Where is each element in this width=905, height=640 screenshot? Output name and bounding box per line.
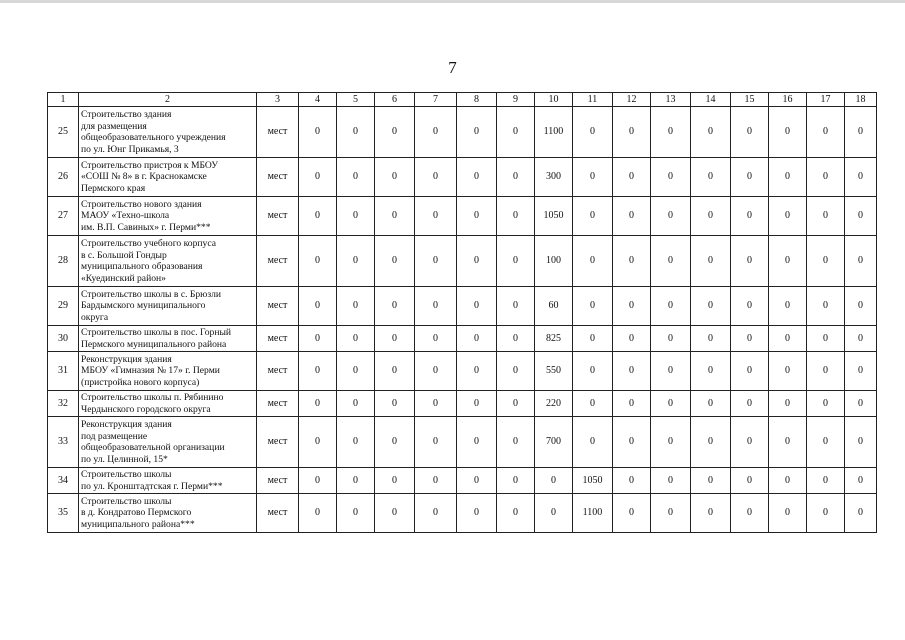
- value-cell: 0: [415, 107, 457, 158]
- object-name: Строительство пристроя к МБОУ «СОШ № 8» в г. Краснокамске Пермского края: [79, 158, 257, 197]
- value-cell: 0: [691, 326, 731, 352]
- value-cell: 0: [731, 391, 769, 417]
- table-row: [48, 287, 877, 326]
- value-cell: 0: [415, 494, 457, 533]
- value-cell: 700: [535, 417, 573, 468]
- value-cell: 0: [497, 197, 535, 236]
- column-header: 4: [299, 93, 337, 107]
- value-cell: 0: [457, 197, 497, 236]
- value-cell: 0: [845, 468, 877, 494]
- value-cell: 0: [497, 236, 535, 287]
- value-cell: 0: [573, 158, 613, 197]
- value-cell: 0: [337, 158, 375, 197]
- table-row: [48, 352, 877, 391]
- value-cell: 220: [535, 391, 573, 417]
- unit-cell: мест: [257, 391, 299, 417]
- object-name: Реконструкция здания МБОУ «Гимназия № 17» г. Перми (пристройка нового корпуса): [79, 352, 257, 391]
- value-cell: 0: [691, 352, 731, 391]
- table-row: [48, 107, 877, 158]
- table-row: [48, 326, 877, 352]
- value-cell: 0: [457, 494, 497, 533]
- value-cell: 0: [497, 391, 535, 417]
- value-cell: 0: [731, 468, 769, 494]
- value-cell: 1050: [535, 197, 573, 236]
- row-number: 26: [48, 158, 79, 197]
- value-cell: 0: [415, 236, 457, 287]
- value-cell: 0: [731, 158, 769, 197]
- value-cell: 0: [337, 391, 375, 417]
- value-cell: 0: [299, 352, 337, 391]
- value-cell: 0: [731, 236, 769, 287]
- value-cell: 0: [375, 391, 415, 417]
- value-cell: 0: [337, 236, 375, 287]
- value-cell: 0: [845, 107, 877, 158]
- value-cell: 0: [769, 417, 807, 468]
- value-cell: 0: [769, 236, 807, 287]
- table-row: [48, 391, 877, 417]
- value-cell: 0: [299, 107, 337, 158]
- value-cell: 0: [457, 417, 497, 468]
- value-cell: 0: [769, 468, 807, 494]
- value-cell: 0: [651, 287, 691, 326]
- value-cell: 0: [375, 417, 415, 468]
- page-top-edge: [0, 0, 905, 3]
- value-cell: 0: [375, 197, 415, 236]
- value-cell: 0: [573, 326, 613, 352]
- value-cell: 300: [535, 158, 573, 197]
- value-cell: 0: [299, 236, 337, 287]
- value-cell: 0: [337, 494, 375, 533]
- column-header: 7: [415, 93, 457, 107]
- column-header: 3: [257, 93, 299, 107]
- table-body: [48, 93, 877, 533]
- value-cell: 0: [651, 352, 691, 391]
- value-cell: 0: [651, 158, 691, 197]
- value-cell: 0: [731, 287, 769, 326]
- value-cell: 0: [535, 494, 573, 533]
- value-cell: 0: [457, 236, 497, 287]
- value-cell: 0: [845, 326, 877, 352]
- value-cell: 0: [457, 107, 497, 158]
- value-cell: 0: [415, 391, 457, 417]
- unit-cell: мест: [257, 107, 299, 158]
- value-cell: 0: [691, 287, 731, 326]
- value-cell: 0: [691, 236, 731, 287]
- value-cell: 0: [613, 468, 651, 494]
- table-row: [48, 197, 877, 236]
- value-cell: 0: [497, 287, 535, 326]
- value-cell: 0: [845, 158, 877, 197]
- value-cell: 0: [337, 326, 375, 352]
- value-cell: 0: [573, 391, 613, 417]
- table-row: [48, 468, 877, 494]
- value-cell: 0: [613, 417, 651, 468]
- value-cell: 0: [731, 494, 769, 533]
- value-cell: 0: [731, 197, 769, 236]
- value-cell: 0: [769, 352, 807, 391]
- value-cell: 0: [807, 391, 845, 417]
- value-cell: 0: [807, 158, 845, 197]
- object-name: Строительство здания для размещения общеобразовательного учреждения по ул. Юнг Прикамья, 3: [79, 107, 257, 158]
- value-cell: 0: [573, 352, 613, 391]
- row-number: 25: [48, 107, 79, 158]
- column-header: 6: [375, 93, 415, 107]
- value-cell: 0: [731, 107, 769, 158]
- value-cell: 0: [613, 107, 651, 158]
- value-cell: 0: [375, 468, 415, 494]
- value-cell: 550: [535, 352, 573, 391]
- row-number: 34: [48, 468, 79, 494]
- value-cell: 0: [375, 287, 415, 326]
- value-cell: 1050: [573, 468, 613, 494]
- row-number: 33: [48, 417, 79, 468]
- value-cell: 0: [375, 352, 415, 391]
- column-header: 10: [535, 93, 573, 107]
- column-header: 13: [651, 93, 691, 107]
- unit-cell: мест: [257, 158, 299, 197]
- value-cell: 0: [299, 391, 337, 417]
- column-header: 15: [731, 93, 769, 107]
- value-cell: 825: [535, 326, 573, 352]
- value-cell: 0: [415, 468, 457, 494]
- value-cell: 0: [651, 107, 691, 158]
- value-cell: 0: [375, 236, 415, 287]
- value-cell: 0: [651, 468, 691, 494]
- column-header: 5: [337, 93, 375, 107]
- value-cell: 0: [613, 352, 651, 391]
- value-cell: 0: [691, 417, 731, 468]
- unit-cell: мест: [257, 197, 299, 236]
- unit-cell: мест: [257, 468, 299, 494]
- value-cell: 0: [337, 107, 375, 158]
- value-cell: 100: [535, 236, 573, 287]
- value-cell: 0: [769, 494, 807, 533]
- value-cell: 0: [807, 494, 845, 533]
- object-name: Строительство нового здания МАОУ «Техно-школа им. В.П. Савиных» г. Перми***: [79, 197, 257, 236]
- value-cell: 1100: [535, 107, 573, 158]
- table-row: [48, 417, 877, 468]
- value-cell: 0: [613, 391, 651, 417]
- value-cell: 0: [651, 236, 691, 287]
- value-cell: 0: [375, 326, 415, 352]
- value-cell: 0: [807, 417, 845, 468]
- value-cell: 0: [497, 107, 535, 158]
- column-header: 1: [48, 93, 79, 107]
- value-cell: 0: [415, 326, 457, 352]
- object-name: Строительство школы п. Рябинино Чердынского городского округа: [79, 391, 257, 417]
- column-header: 14: [691, 93, 731, 107]
- value-cell: 0: [299, 494, 337, 533]
- value-cell: 0: [457, 326, 497, 352]
- value-cell: 0: [691, 494, 731, 533]
- unit-cell: мест: [257, 287, 299, 326]
- value-cell: 0: [807, 326, 845, 352]
- value-cell: 0: [573, 417, 613, 468]
- value-cell: 0: [691, 107, 731, 158]
- value-cell: 0: [769, 287, 807, 326]
- column-header: 12: [613, 93, 651, 107]
- unit-cell: мест: [257, 494, 299, 533]
- value-cell: 0: [497, 494, 535, 533]
- value-cell: 0: [457, 468, 497, 494]
- value-cell: 0: [457, 352, 497, 391]
- unit-cell: мест: [257, 417, 299, 468]
- value-cell: 0: [337, 287, 375, 326]
- value-cell: 0: [415, 287, 457, 326]
- object-name: Строительство учебного корпуса в с. Большой Гондыр муниципального образования «Куединский район»: [79, 236, 257, 287]
- value-cell: 0: [573, 236, 613, 287]
- table-row: [48, 494, 877, 533]
- unit-cell: мест: [257, 352, 299, 391]
- value-cell: 0: [415, 197, 457, 236]
- value-cell: 0: [845, 352, 877, 391]
- value-cell: 0: [415, 417, 457, 468]
- value-cell: 0: [807, 107, 845, 158]
- value-cell: 0: [337, 197, 375, 236]
- value-cell: 0: [497, 468, 535, 494]
- value-cell: 0: [613, 197, 651, 236]
- value-cell: 0: [613, 326, 651, 352]
- value-cell: 0: [375, 107, 415, 158]
- value-cell: 0: [651, 494, 691, 533]
- column-header: 16: [769, 93, 807, 107]
- row-number: 29: [48, 287, 79, 326]
- value-cell: 0: [691, 468, 731, 494]
- header-row: [48, 93, 877, 107]
- value-cell: 0: [573, 197, 613, 236]
- row-number: 32: [48, 391, 79, 417]
- column-header: 11: [573, 93, 613, 107]
- value-cell: 0: [807, 236, 845, 287]
- value-cell: 60: [535, 287, 573, 326]
- value-cell: 0: [299, 326, 337, 352]
- table-row: [48, 158, 877, 197]
- column-header: 8: [457, 93, 497, 107]
- value-cell: 0: [807, 468, 845, 494]
- column-header: 18: [845, 93, 877, 107]
- object-name: Строительство школы по ул. Кронштадтская г. Перми***: [79, 468, 257, 494]
- value-cell: 0: [299, 197, 337, 236]
- value-cell: 0: [769, 391, 807, 417]
- value-cell: 0: [845, 391, 877, 417]
- object-name: Реконструкция здания под размещение общеобразовательной организации по ул. Целинной, 15*: [79, 417, 257, 468]
- value-cell: 0: [375, 158, 415, 197]
- value-cell: 0: [731, 326, 769, 352]
- value-cell: 0: [691, 391, 731, 417]
- value-cell: 0: [769, 158, 807, 197]
- value-cell: 0: [613, 287, 651, 326]
- column-header: 9: [497, 93, 535, 107]
- table-row: [48, 236, 877, 287]
- value-cell: 0: [497, 326, 535, 352]
- column-header: 2: [79, 93, 257, 107]
- value-cell: 0: [613, 494, 651, 533]
- value-cell: 0: [535, 468, 573, 494]
- value-cell: 0: [807, 197, 845, 236]
- value-cell: 0: [769, 326, 807, 352]
- value-cell: 0: [337, 468, 375, 494]
- value-cell: 0: [845, 417, 877, 468]
- value-cell: 0: [299, 417, 337, 468]
- unit-cell: мест: [257, 326, 299, 352]
- value-cell: 0: [807, 287, 845, 326]
- value-cell: 0: [731, 352, 769, 391]
- value-cell: 0: [497, 417, 535, 468]
- value-cell: 0: [845, 287, 877, 326]
- column-header: 17: [807, 93, 845, 107]
- value-cell: 0: [691, 158, 731, 197]
- value-cell: 0: [651, 326, 691, 352]
- value-cell: 0: [613, 236, 651, 287]
- value-cell: 0: [337, 352, 375, 391]
- value-cell: 0: [651, 391, 691, 417]
- value-cell: 0: [457, 158, 497, 197]
- row-number: 30: [48, 326, 79, 352]
- value-cell: 0: [497, 158, 535, 197]
- value-cell: 0: [769, 107, 807, 158]
- value-cell: 0: [651, 417, 691, 468]
- value-cell: 0: [457, 391, 497, 417]
- unit-cell: мест: [257, 236, 299, 287]
- value-cell: 0: [845, 494, 877, 533]
- row-number: 31: [48, 352, 79, 391]
- value-cell: 0: [299, 468, 337, 494]
- value-cell: 0: [337, 417, 375, 468]
- value-cell: 0: [457, 287, 497, 326]
- value-cell: 0: [573, 107, 613, 158]
- value-cell: 0: [415, 158, 457, 197]
- value-cell: 0: [691, 197, 731, 236]
- value-cell: 0: [415, 352, 457, 391]
- value-cell: 0: [651, 197, 691, 236]
- value-cell: 0: [769, 197, 807, 236]
- value-cell: 0: [299, 158, 337, 197]
- object-name: Строительство школы в д. Кондратово Пермского муниципального района***: [79, 494, 257, 533]
- object-name: Строительство школы в с. Брюзли Бардымского муниципального округа: [79, 287, 257, 326]
- value-cell: 0: [375, 494, 415, 533]
- value-cell: 0: [807, 352, 845, 391]
- value-cell: 0: [573, 287, 613, 326]
- row-number: 28: [48, 236, 79, 287]
- value-cell: 1100: [573, 494, 613, 533]
- row-number: 27: [48, 197, 79, 236]
- row-number: 35: [48, 494, 79, 533]
- value-cell: 0: [613, 158, 651, 197]
- value-cell: 0: [845, 197, 877, 236]
- data-table: [47, 92, 877, 533]
- value-cell: 0: [845, 236, 877, 287]
- value-cell: 0: [497, 352, 535, 391]
- object-name: Строительство школы в пос. Горный Пермского муниципального района: [79, 326, 257, 352]
- page-number: 7: [448, 58, 457, 77]
- value-cell: 0: [299, 287, 337, 326]
- value-cell: 0: [731, 417, 769, 468]
